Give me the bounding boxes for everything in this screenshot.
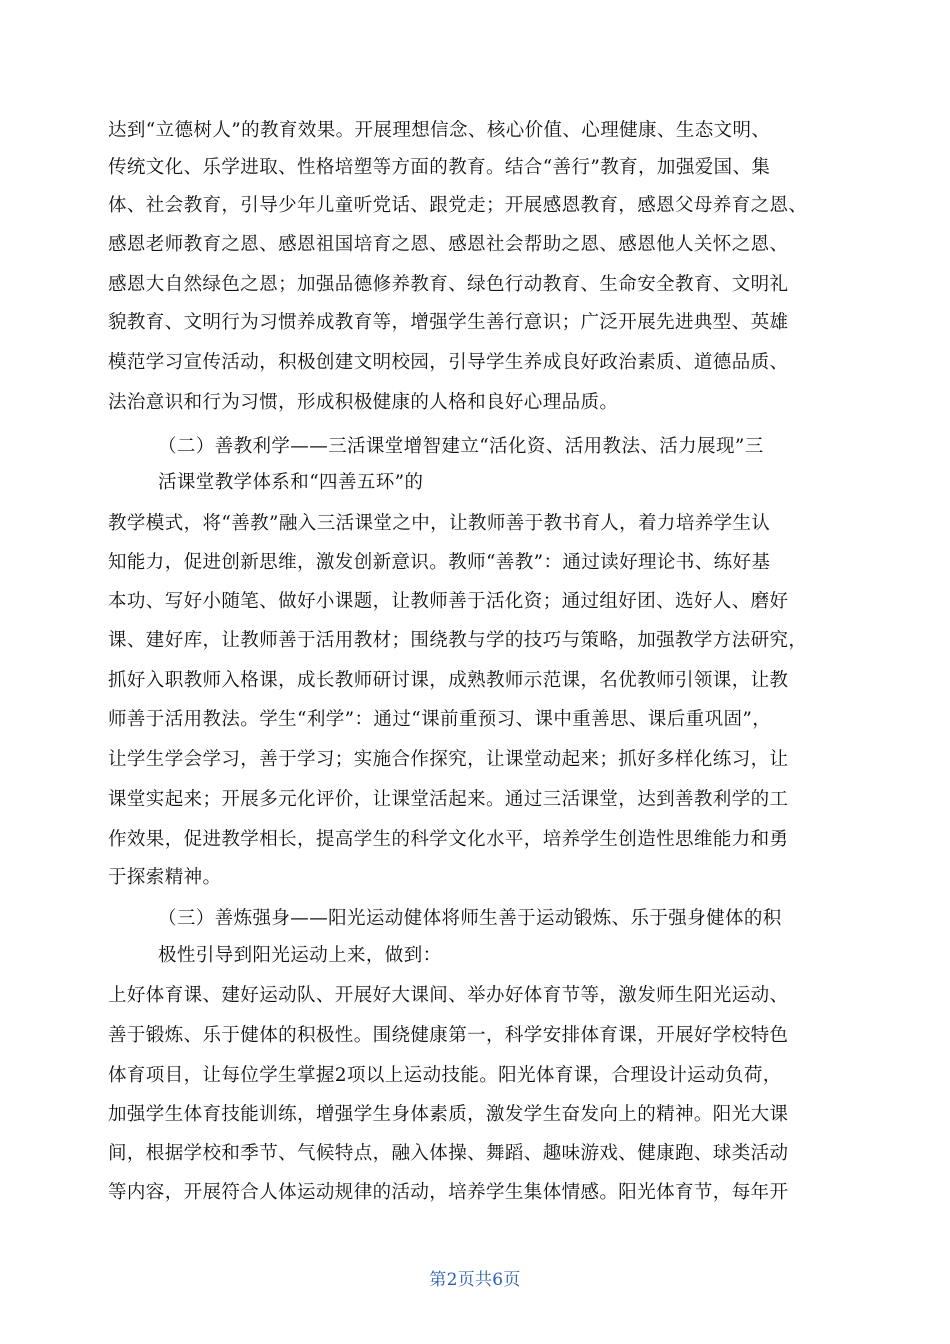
paragraph-line: 达到“立德树人”的教育效果。开展理想信念、核心价值、心理健康、生态文明、 xyxy=(108,120,771,141)
paragraph-line: 间，根据学校和季节、气候特点，融入体操、舞蹈、趣味游戏、健康跑、球类活动 xyxy=(108,1143,789,1164)
paragraph-line: 作效果，促进教学相长，提高学生的科学文化水平，培养学生创造性思维能力和勇 xyxy=(108,829,789,850)
paragraph-line: 模范学习宣传活动，积极创建文明校园，引导学生养成良好政治素质、道德品质、 xyxy=(108,352,789,373)
section-heading-3-cont: 极性引导到阳光运动上来，做到： xyxy=(158,945,442,966)
section-heading-2-cont: 活课堂教学体系和“四善五环”的 xyxy=(158,472,424,493)
paragraph-line: 感恩大自然绿色之恩；加强品德修养教育、绿色行动教育、生命安全教育、文明礼 xyxy=(108,274,789,295)
section-heading-2: （二）善教利学——三活课堂增智建立“活化资、活用教法、活力展现”三 xyxy=(158,436,764,457)
paragraph-line: 法治意识和行为习惯，形成积极健康的人格和良好心理品质。 xyxy=(108,392,619,413)
paragraph-line: 体育项目，让每位学生掌握2项以上运动技能。阳光体育课，合理设计运动负荷， xyxy=(108,1065,782,1086)
paragraph-line: 课堂实起来；开展多元化评价，让课堂活起来。通过三活课堂，达到善教利学的工 xyxy=(108,789,789,810)
paragraph-line: 传统文化、乐学进取、性格培塑等方面的教育。结合“善行”教育，加强爱国、集 xyxy=(108,157,771,178)
section-heading-3: （三）善炼强身——阳光运动健体将师生善于运动锻炼、乐于强身健体的积 xyxy=(158,908,782,929)
paragraph-line: 上好体育课、建好运动队、开展好大课间、举办好体育节等，激发师生阳光运动、 xyxy=(108,985,789,1006)
paragraph-line: 体、社会教育，引导少年儿童听党话、跟党走；开展感恩教育，感恩父母养育之恩、 xyxy=(108,195,808,216)
paragraph-line: 等内容，开展符合人体运动规律的活动，培养学生集体情感。阳光体育节，每年开 xyxy=(108,1182,789,1203)
paragraph-line: 善于锻炼、乐于健体的积极性。围绕健康第一，科学安排体育课，开展好学校特色 xyxy=(108,1025,789,1046)
paragraph-line: 于探索精神。 xyxy=(108,867,222,888)
paragraph-line: 师善于活用教法。学生“利学”：通过“课前重预习、课中重善思、课后重巩固”， xyxy=(108,709,772,730)
paragraph-line: 加强学生体育技能训练，增强学生身体素质，激发学生奋发向上的精神。阳光大课 xyxy=(108,1104,789,1125)
paragraph-line: 抓好入职教师入格课，成长教师研讨课，成熟教师示范课，名优教师引领课，让教 xyxy=(108,670,789,691)
page-number-footer: 第2页共6页 xyxy=(429,1270,521,1290)
paragraph-line: 课、建好库，让教师善于活用教材；围绕教与学的技巧与策略，加强教学方法研究， xyxy=(108,630,808,651)
paragraph-line: 本功、写好小随笔、做好小课题，让教师善于活化资；通过组好团、选好人、磨好 xyxy=(108,591,789,612)
paragraph-line: 感恩老师教育之恩、感恩祖国培育之恩、感恩社会帮助之恩、感恩他人关怀之恩、 xyxy=(108,234,789,255)
paragraph-line: 知能力，促进创新思维，激发创新意识。教师“善教”：通过读好理论书、练好基 xyxy=(108,552,771,573)
paragraph-line: 貌教育、文明行为习惯养成教育等，增强学生善行意识；广泛开展先进典型、英雄 xyxy=(108,312,789,333)
paragraph-line: 让学生学会学习，善于学习；实施合作探究，让课堂动起来；抓好多样化练习，让 xyxy=(108,749,789,770)
paragraph-line: 教学模式，将“善教”融入三活课堂之中，让教师善于教书育人，着力培养学生认 xyxy=(108,513,771,534)
